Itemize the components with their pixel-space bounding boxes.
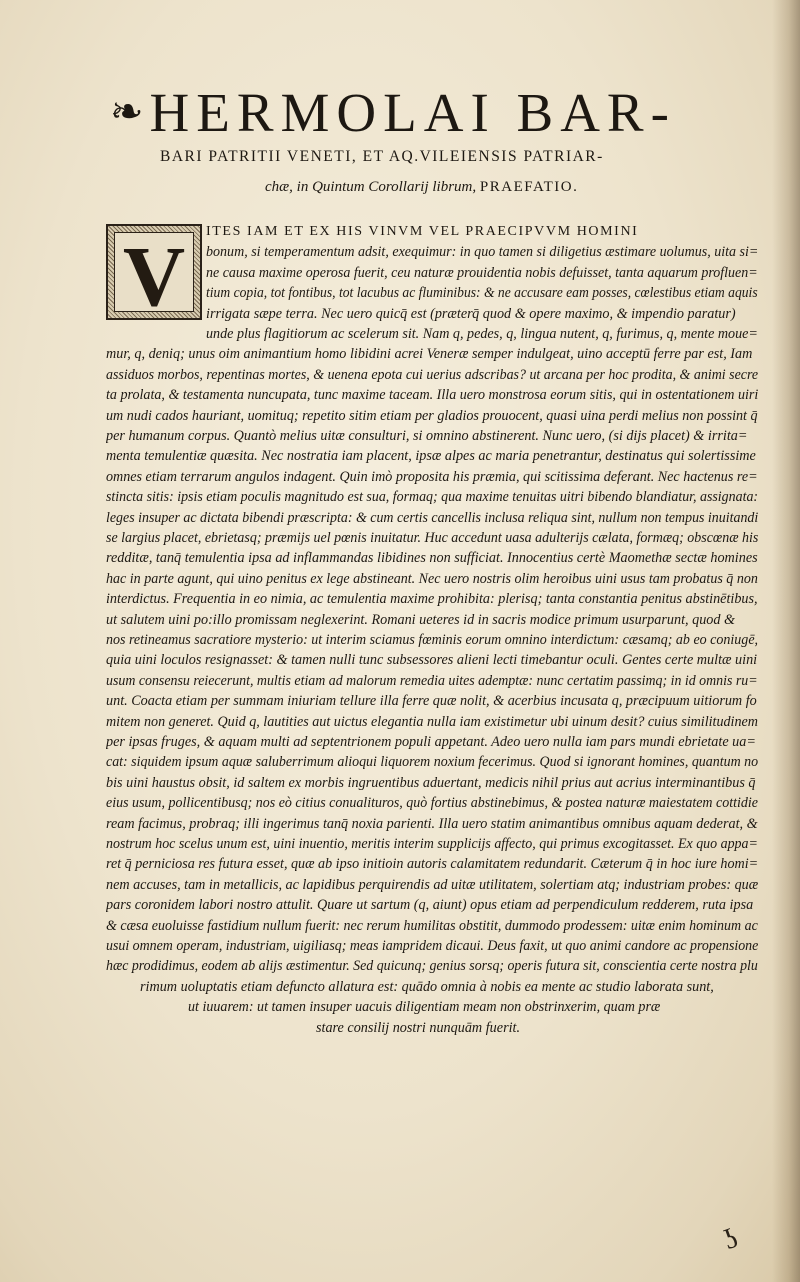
text-line: mitem non generet. Quid q, lautities aut uictus elegantia nulla iam existimetur ubi uinum desit? cuius similitudinem: [106, 713, 758, 730]
text-line: cat: siquidem ipsum aquæ saluberrimum alioqui liquorem noxium fecerimus. Quod si ignorant homines, quantum no: [106, 754, 758, 771]
text-line: um nudi cados hauriant, uomituq; repetito sitim etiam per gladios prouocent, quasi uina perdi melius non possint q̄: [106, 407, 758, 424]
text-line: pars coronidem labori nostro attulit. Quare ut sartum (q, aiunt) opus etiam ad perpendiculum redderem, ruta ipsa: [106, 897, 754, 914]
text-line: unt. Coacta etiam per summam iniuriam tellure illa ferre quæ nolit, & acerbius incusata q, præcipuum uitiorum fo: [106, 693, 757, 710]
text-line: bonum, si temperamentum adsit, exequimur: in quo tamen si diligetius æstimare uolumus, uita si=: [206, 244, 758, 261]
text-line: ream facimus, probraq; illi ingerimus tanq̄ noxia parienti. Illa uero statim animantibus omnibus aquam dederat, &: [106, 815, 758, 832]
preface-label: PRAEFATIO.: [479, 179, 579, 195]
text-line: rimum uoluptatis etiam defuncto allatura est: quādo omnia à nobis ea mente ac studio laborata sunt,: [140, 978, 714, 995]
text-line: per ipsas fruges, & aquam multi ad septentrionem populi appetant. Adeo uero nulla iam pars mundi ebrietate ua=: [106, 734, 756, 750]
text-line: tium copia, tot fontibus, tot lacubus ac fluminibus: & ne accusare eam posses, cœlestibus etiam aquis: [206, 285, 758, 302]
title-text: HERMOLAI BAR-: [149, 82, 676, 143]
text-line: nem accuses, tam in metallicis, ac lapidibus perquirendis ad uitæ utilitatem, solertiam atq; industriam probes: quæ: [106, 876, 758, 893]
text-line: bis uini haustus obsit, id saltem ex morbis ingruentibus aduertant, medicis nihil prius aut acrius interminantibus q̄: [106, 774, 756, 791]
decorated-initial: [106, 224, 202, 324]
text-line: nostrum hoc scelus unum est, uini inuentio, meritis interim supplicijs affecto, qui primus excogitasset. Ex quo appa=: [106, 836, 758, 852]
subtitle-italic: chæ, in Quintum Corollarij librum,: [265, 179, 477, 195]
text-line: stare consilij nostri nunquām fuerit.: [316, 1019, 521, 1036]
text-line: ut salutem uini po:illo promissam neglexerint. Romani ueteres id in sacris modice primum usurparunt, quod &: [106, 611, 736, 628]
fleuron-ornament-icon: ❧: [110, 89, 144, 134]
text-line: ne causa maxime operosa fuerit, ceu naturæ prouidentia nobis defuisset, tanta aquarum profluen=: [206, 264, 758, 281]
text-line: usum consensu reiecerunt, multis etiam ad malorum remedia uites ademptæ: nunc certatim passimq; in id omnis ru=: [106, 672, 758, 689]
text-line: stincta sitis: ipsis etiam poculis magnitudo est sua, formaq; qua maxime tenuitas uitri bibendo blandiatur, assignata:: [106, 489, 758, 506]
subtitle-line-1: BARI PATRITII VENETI, ET AQ.VILEIENSIS PATRIAR-: [160, 148, 604, 165]
text-line: usui omnem operam, industriam, uigiliasq; meas iampridem dicaui. Deus faxit, ut quo animi candore ac propensione: [106, 938, 758, 954]
page-edge-shadow: [772, 0, 800, 1282]
text-line: hac in parte agunt, qui uino penitus ex lege abstineant. Nec uero nostris olim heroibus uini usus tam probatus q̄ non: [106, 570, 758, 587]
text-line: irrigata sæpe terra. Nec uero quicq̄ est (præterq̄ quod & opere maximo, & impendio paratur): [206, 305, 736, 322]
text-line: ret q̄ perniciosa res futura esset, quæ ab ipso initioin autoris calamitatem redundarit. Cæterum q̄ in hoc iure homi=: [106, 856, 758, 873]
text-line: menta temulentiæ quæsita. Nec nostratia iam placent, ipsæ alpes ac maria penetrantur, destinatus qui solertissime: [106, 448, 756, 465]
text-line: unde plus flagitiorum ac scelerum sit. Nam q, pedes, q, lingua nutent, q, furimus, q, mente moue=: [206, 326, 758, 342]
ink-mark: ʖ: [719, 1222, 742, 1257]
text-line: ITES IAM ET EX HIS VINVM VEL PRAECIPVVM HOMINI: [206, 224, 639, 239]
text-line: nos retineamus sacratiore mysterio: ut interim sciamus fœminis eorum omnino interdictum: cæsamq; ab eo coniugē,: [106, 632, 758, 648]
text-line: per humanum corpus. Quantò melius uitæ consulturi, si omnino abstinerent. Nunc uero, (si dijs placet) & irrita=: [106, 428, 748, 444]
text-line: omnes etiam terrarum angulos indagent. Quin imò proposita his præmia, qui scitissima deferant. Nec hactenus re=: [106, 468, 758, 485]
page-title: [110, 78, 730, 148]
text-line: se largius placet, ebrietasq; præmijs uel pœnis inuitatur. Huc accedunt uasa adulterijs cælata, formæq; obscœnæ his: [106, 530, 758, 546]
decorated-initial-letter: V: [114, 232, 194, 312]
text-line: ta prolata, & testamenta nuncupata, tunc maxime taceam. Illa uero monstrosa eorum sitis, qui in ostentationem uiri: [106, 387, 758, 404]
subtitle-line-2: [265, 177, 665, 197]
text-line: leges insuper ac dictata bibendi præscripta: & cum certis cancellis inclusa reliqua sint, nullum non tempus inuitandi: [106, 509, 758, 526]
text-line: redditæ, tanq̄ temulentia ipsa ad inflammandas libidines non sufficiat. Innocentius certè Maomethæ sectæ homines: [106, 550, 758, 567]
text-line: eius usum, pollicentibusq; nos eò citius conualituros, quò fortius abstinebimus, & postea naturæ maiestatem cottidie: [106, 795, 758, 812]
text-line: ut iuuarem: ut tamen insuper uacuis diligentiam meam non obstrinxerim, quam præ: [188, 999, 660, 1016]
text-line: hæc prodidimus, eodem ab alijs æstimentur. Sed quicunq; genius sorsq; operis futura sit, conscientia certe nostra plu: [106, 958, 758, 975]
text-line: quia uini loculos resignasset: & tamen nulli tunc subsessores alieni lecti timebantur oculi. Gentes certe multæ uini: [106, 652, 758, 669]
text-line: & cæsa euoluisse fastidium nullum fuerit: nec rerum humilitas obstitit, dummodo prodessem: uitæ enim hominum ac: [106, 917, 758, 934]
text-line: mur, q, deniq; unus oim animantium homo libidini acrei Veneræ semper indulgeat, uino acceptū ferre par est, Iam: [106, 346, 753, 363]
text-line: interdictus. Frequentia in eo nimia, ac temulentia maxime prohibita: plerisq; tanta constantia penitus abstinētibus,: [106, 591, 758, 608]
text-line: assiduos morbos, repentinas mortes, & uenena epota cui uerius adscribas? ut arcana per hoc prodita, & animi secre: [106, 366, 758, 383]
